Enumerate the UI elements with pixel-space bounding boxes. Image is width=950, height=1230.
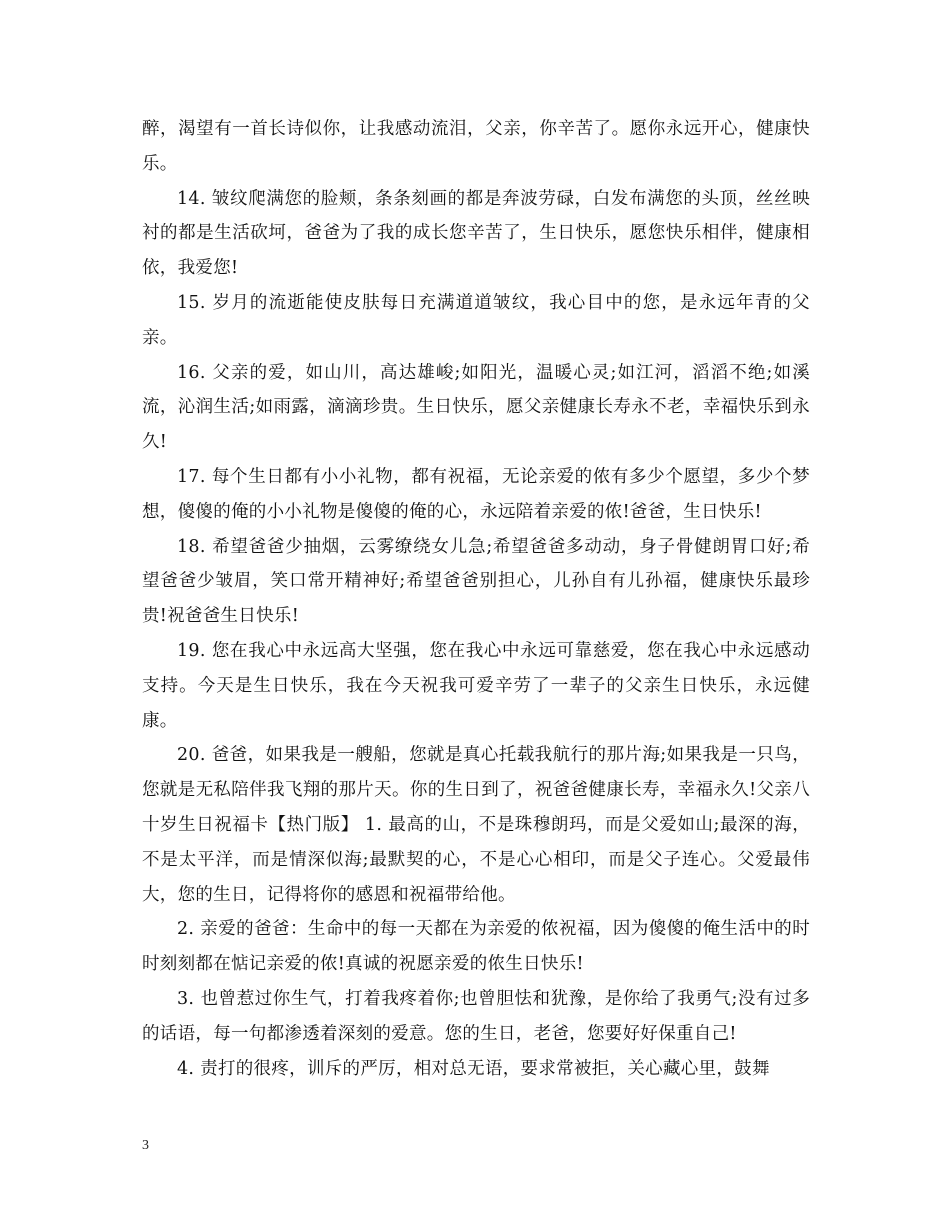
paragraph-18: 18. 希望爸爸少抽烟，云雾缭绕女儿急;希望爸爸多动动，身子骨健朗胃口好;希望爸爸少皱眉，笑口常开精神好;希望爸爸别担心，儿孙自有儿孙福，健康快乐最珍贵!祝爸爸生日快乐!	[142, 536, 810, 627]
paragraph-16: 16. 父亲的爱，如山川，高达雄峻;如阳光，温暖心灵;如江河，滔滔不绝;如溪流，沁润生活;如雨露，滴滴珍贵。生日快乐，愿父亲健康长寿永不老，幸福快乐到永久!	[142, 362, 810, 453]
document-body	[142, 112, 810, 1086]
paragraph-3: 3. 也曾惹过你生气，打着我疼着你;也曾胆怯和犹豫，是你给了我勇气;没有过多的话语，每一句都渗透着深刻的爱意。您的生日，老爸，您要好好保重自己!	[142, 988, 810, 1044]
paragraph-continued: 醉，渴望有一首长诗似你，让我感动流泪，父亲，你辛苦了。愿你永远开心，健康快乐。	[142, 119, 810, 174]
paragraph-2: 2. 亲爱的爸爸：生命中的每一天都在为亲爱的侬祝福，因为傻傻的俺生活中的时时刻刻都在惦记亲爱的侬!真诚的祝愿亲爱的侬生日快乐!	[142, 919, 810, 975]
paragraph-14: 14. 皱纹爬满您的脸颊，条条刻画的都是奔波劳碌，白发布满您的头顶，丝丝映衬的都是生活砍坷，爸爸为了我的成长您辛苦了，生日快乐，愿您快乐相伴，健康相依，我爱您!	[142, 188, 810, 279]
paragraph-19: 19. 您在我心中永远高大坚强，您在我心中永远可靠慈爱，您在我心中永远感动支持。今天是生日快乐，我在今天祝我可爱辛劳了一辈子的父亲生日快乐，永远健康。	[142, 640, 810, 731]
paragraph-17: 17. 每个生日都有小小礼物，都有祝福，无论亲爱的侬有多少个愿望，多少个梦想，傻傻的俺的小小礼物是傻傻的俺的心，永远陪着亲爱的侬!爸爸，生日快乐!	[142, 466, 810, 522]
paragraph-15: 15. 岁月的流逝能使皮肤每日充满道道皱纹，我心目中的您，是永远年青的父亲。	[142, 292, 810, 348]
paragraph-20: 20. 爸爸，如果我是一艘船，您就是真心托载我航行的那片海;如果我是一只鸟，您就是无私陪伴我飞翔的那片天。你的生日到了，祝爸爸健康长寿，幸福永久!父亲八十岁生日祝福卡【热门版】 1. 最高的山，不是珠穆朗玛，而是父爱如山;最深的海，不是太平洋，而是情深似海;最默契的心，不是心心相印，而是父子连心。父爱最伟大，您的生日，记得将你的感恩和祝福带给他。	[142, 745, 810, 905]
paragraph-4: 4. 责打的很疼，训斥的严厉，相对总无语，要求常被拒，关心藏心里，鼓舞	[177, 1058, 770, 1079]
page-number: 3	[142, 1138, 149, 1153]
